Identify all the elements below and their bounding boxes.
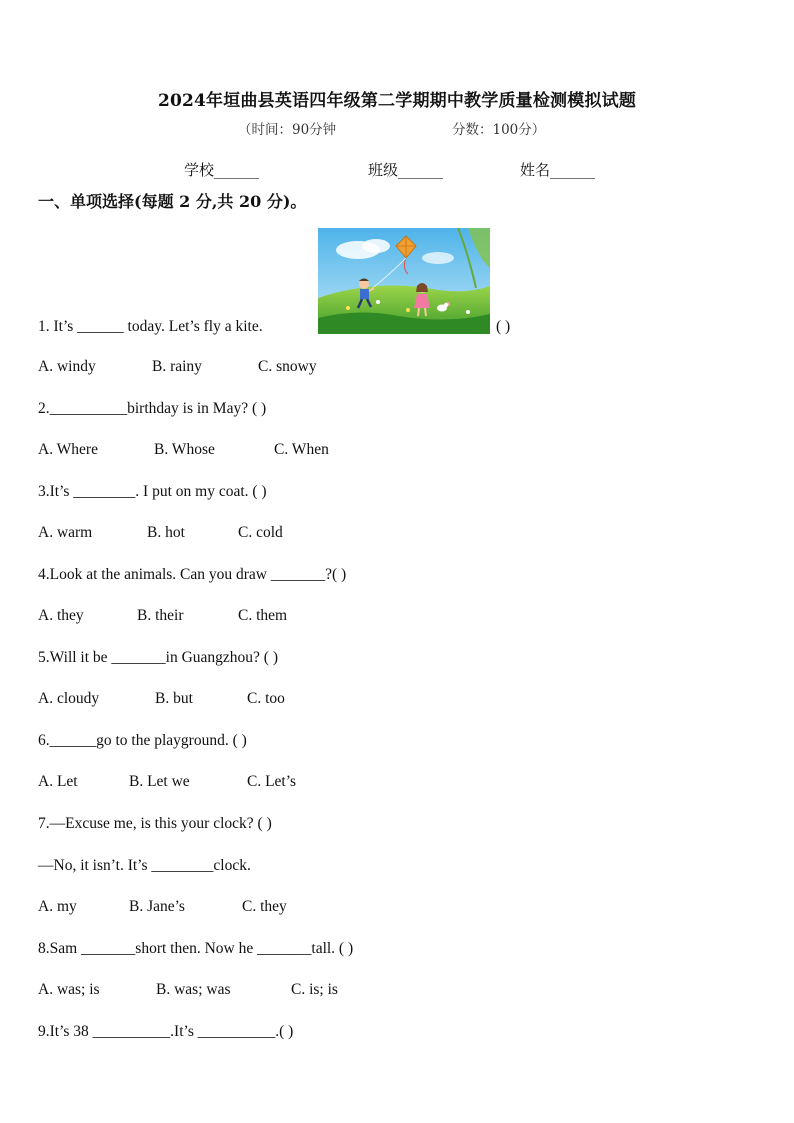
q1-option-c[interactable]: C. snowy <box>258 358 317 375</box>
q8-option-a[interactable]: A. was; is <box>38 981 100 998</box>
question-6: 6.______go to the playground. ( ) <box>38 732 247 749</box>
q4-option-c[interactable]: C. them <box>238 607 288 624</box>
q7-option-c[interactable]: C. they <box>242 898 287 915</box>
q7-option-a[interactable]: A. my <box>38 898 77 915</box>
q6-option-c[interactable]: C. Let’s <box>247 773 297 790</box>
q1-option-b[interactable]: B. rainy <box>152 358 202 375</box>
question-7-reply: —No, it isn’t. It’s ________clock. <box>38 857 251 874</box>
q1-option-a[interactable]: A. windy <box>38 358 96 375</box>
q2-option-b[interactable]: B. Whose <box>154 441 215 458</box>
question-4: 4.Look at the animals. Can you draw _______?( ) <box>38 566 347 583</box>
exam-score: 分数：100分） <box>452 122 546 138</box>
question-7: 7.—Excuse me, is this your clock? ( ) <box>38 815 272 832</box>
q5-option-a[interactable]: A. cloudy <box>38 690 100 707</box>
q6-option-b[interactable]: B. Let we <box>129 773 190 790</box>
q3-option-a[interactable]: A. warm <box>38 524 93 541</box>
question-3: 3.It’s ________. I put on my coat. ( ) <box>38 483 267 500</box>
question-2: 2.__________birthday is in May? ( ) <box>38 400 267 417</box>
q7-option-b[interactable]: B. Jane’s <box>129 898 185 915</box>
kite-illustration <box>318 228 490 334</box>
q5-option-b[interactable]: B. but <box>155 690 193 707</box>
question-5: 5.Will it be _______in Guangzhou? ( ) <box>38 649 279 666</box>
section-heading: 一、单项选择(每题 2 分,共 20 分)。 <box>38 192 307 211</box>
question-1-answer-blank[interactable]: ( ) <box>496 318 511 335</box>
exam-time: （时间：90分钟 <box>238 122 337 138</box>
school-field[interactable]: 学校______ <box>184 161 260 179</box>
name-field[interactable]: 姓名______ <box>520 161 596 179</box>
question-1 <box>38 318 263 336</box>
class-field[interactable]: 班级______ <box>368 161 444 179</box>
q2-option-a[interactable]: A. Where <box>38 441 98 458</box>
q3-option-b[interactable]: B. hot <box>147 524 185 541</box>
q3-option-c[interactable]: C. cold <box>238 524 283 541</box>
q2-option-c[interactable]: C. When <box>274 441 329 458</box>
kite-scene-image <box>318 228 490 334</box>
question-1-stem: 1. It’s ______ today. Let’s fly a kite. <box>38 318 263 335</box>
q4-option-b[interactable]: B. their <box>137 607 184 624</box>
q6-option-a[interactable]: A. Let <box>38 773 78 790</box>
q8-option-b[interactable]: B. was; was <box>156 981 231 998</box>
q8-option-c[interactable]: C. is; is <box>291 981 338 998</box>
page-title: 2024年垣曲县英语四年级第二学期期中教学质量检测模拟试题 <box>157 91 637 111</box>
q4-option-a[interactable]: A. they <box>38 607 84 624</box>
question-9: 9.It’s 38 __________.It’s __________.( ) <box>38 1023 294 1040</box>
question-8: 8.Sam _______short then. Now he _______tall. ( ) <box>38 940 354 957</box>
q5-option-c[interactable]: C. too <box>247 690 285 707</box>
